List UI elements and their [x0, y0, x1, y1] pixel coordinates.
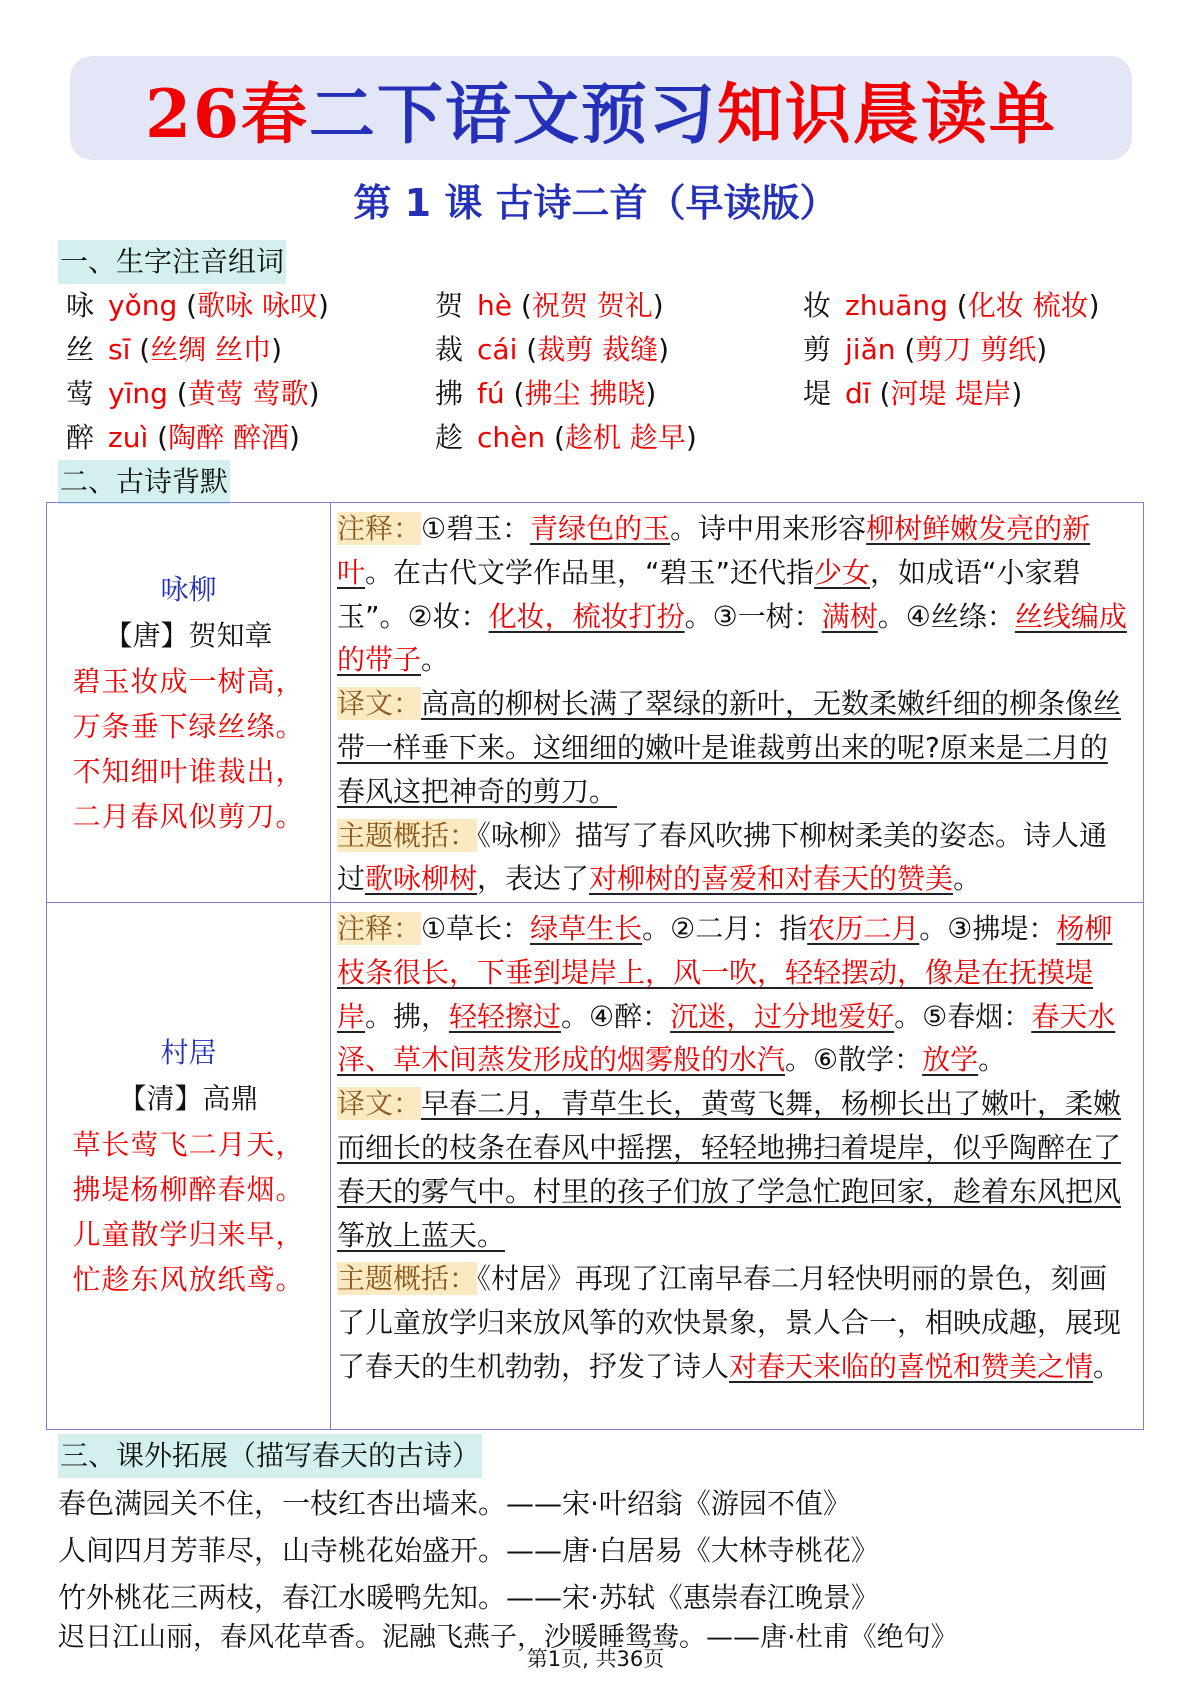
notes-block: 注释：①草长：绿草生长。②二月：指农历二月。③拂堤：杨柳枝条很长，下垂到堤岸上，风一吹，轻轻摆动，像是在抚摸堤岸。拂，轻轻擦过。④醉：沉迷，过分地爱好。⑤春烟：春天水泽、草木间蒸发形成的烟雾般的水汽。⑥散学：放学。: [337, 912, 1116, 1077]
notes-block: 注释：①碧玉：青绿色的玉。诗中用来形容柳树鲜嫩发亮的新叶。在古代文学作品里，“碧玉”还代指少女，如成语“小家碧玉”。②妆：化妆，梳妆打扮。③一树：满树。④丝绦：丝线编成的带子。: [337, 512, 1127, 677]
title-subject: 二下语文预习: [308, 74, 717, 153]
translation-block: [337, 682, 1135, 813]
vocab-item: 醉 zuì (陶醉 醉酒): [66, 421, 300, 454]
poem-title: 村居: [160, 1036, 217, 1069]
translation-text: 早春二月，青草生长，黄莺飞舞，杨柳长出了嫩叶，柔嫩而细长的枝条在春风中摇摆，轻轻地拂扫着堤岸，似乎陶醉在了春天的雾气中。村里的孩子们放了学急忙跑回家，趁着东风把风筝放上蓝天。: [337, 1087, 1122, 1252]
poem-line: 草长莺飞二月天，: [72, 1128, 305, 1161]
vocab-words: 陶醉 醉酒: [168, 421, 289, 454]
theme-label: 主题概括：: [337, 1262, 478, 1296]
vocab-pinyin: hè: [477, 289, 512, 322]
section-heading-extension: 三、课外拓展（描写春天的古诗）: [58, 1434, 482, 1478]
vocab-char: 趁: [435, 421, 464, 454]
title-year: 26春: [145, 74, 309, 153]
vocab-pinyin: cái: [477, 333, 518, 366]
notes-label: 注释：: [337, 912, 422, 945]
translation-text: 高高的柳树长满了翠绿的新叶，无数柔嫩纤细的柳条像丝带一样垂下来。这细细的嫩叶是谁裁剪出来的呢?原来是二月的春风这把神奇的剪刀。: [337, 687, 1122, 808]
vocab-pinyin: fú: [477, 377, 505, 410]
poem-line: 儿童散学归来早，: [72, 1218, 305, 1251]
vocab-words: 祝贺 贺礼: [531, 289, 653, 322]
poem-line: 不知细叶谁裁出，: [72, 754, 305, 788]
vocab-words: 河堤 堤岸: [890, 377, 1012, 410]
vocab-item: 贺 hè (祝贺 贺礼): [435, 289, 664, 322]
vocab-words: 裁剪 裁缝: [537, 333, 659, 366]
poem-text-cell: [47, 503, 331, 902]
theme-block: 主题概括：《咏柳》描写了春风吹拂下柳树柔美的姿态。诗人通过歌咏柳树，表达了对柳树的喜爱和对春天的赞美。: [337, 818, 1108, 896]
key-phrase: 青绿色的玉: [530, 512, 671, 545]
vocab-char: 莺: [66, 377, 95, 410]
extension-poem-line: 迟日江山丽，春风花草香。泥融飞燕子，沙暖睡鸳鸯。——唐·杜甫《绝句》: [58, 1622, 958, 1653]
vocab-char: 剪: [803, 333, 832, 366]
key-phrase: 对春天来临的喜悦和赞美之情: [729, 1349, 1094, 1383]
page-indicator: 第1页, 共36页: [526, 1647, 665, 1671]
vocab-words: 趁机 趁早: [564, 421, 686, 454]
poem-line: 万条垂下绿丝绦。: [72, 709, 305, 743]
poem-title: 咏柳: [160, 572, 217, 606]
notes-label: 注释：: [337, 512, 422, 545]
poem-text-cell: [47, 903, 331, 1429]
vocab-item: 剪 jiǎn (剪刀 剪纸): [803, 333, 1048, 366]
poem-analysis-cell: [337, 907, 1135, 1389]
vocab-item: 咏 yǒng (歌咏 咏叹): [66, 289, 329, 322]
poem-line: 二月春风似剪刀。: [72, 799, 305, 833]
key-phrase: 歌咏柳树: [365, 862, 478, 896]
key-phrase: 杨柳枝条很长，下垂到堤岸上，风一吹，轻轻摆动，像是在抚摸堤岸: [337, 912, 1113, 1033]
key-phrase: 农历二月: [807, 912, 920, 945]
vocab-char: 堤: [803, 377, 832, 410]
key-phrase: 绿草生长: [530, 912, 643, 945]
key-phrase: 对柳树的喜爱和对春天的赞美: [589, 862, 954, 896]
extension-poem-line: 春色满园关不住，一枝红杏出墙来。——宋·叶绍翁《游园不值》: [58, 1487, 851, 1520]
vocab-words: 黄莺 莺歌: [187, 377, 309, 410]
poem-author: 【清】高鼎: [118, 1082, 259, 1115]
vocab-char: 裁: [435, 333, 464, 366]
poem-analysis-cell: [337, 507, 1135, 901]
key-phrase: 轻轻擦过: [449, 999, 562, 1033]
vocab-item: 莺 yīng (黄莺 莺歌): [66, 377, 320, 410]
poem-author: 【唐】贺知章: [104, 618, 273, 652]
key-phrase: 化妆，梳妆打扮: [488, 599, 685, 633]
key-phrase: 沉迷，过分地爱好: [670, 999, 895, 1033]
vocab-char: 醉: [66, 421, 95, 454]
vocab-words: 歌咏 咏叹: [197, 289, 318, 322]
vocab-words: 拂尘 拂晓: [524, 377, 646, 410]
key-phrase: 春天水泽、草木间蒸发形成的烟雾般的水汽: [337, 999, 1116, 1077]
section-heading-poems: 二、古诗背默: [58, 460, 230, 504]
key-phrase: 柳树鲜嫩发亮的新叶: [337, 512, 1091, 589]
title-banner: [70, 56, 1132, 160]
vocab-char: 丝: [66, 333, 95, 366]
key-phrase: 少女: [814, 555, 871, 589]
vocab-item: 妆 zhuāng (化妆 梳妆): [803, 289, 1100, 322]
vocab-pinyin: yǒng: [108, 289, 178, 322]
vocab-words: 剪刀 剪纸: [915, 333, 1037, 366]
vocab-pinyin: chèn: [477, 421, 546, 454]
vocab-item: 拂 fú (拂尘 拂晓): [435, 377, 657, 410]
poem-line: 碧玉妆成一树高，: [72, 664, 305, 698]
vocab-item: 堤 dī (河堤 堤岸): [803, 377, 1023, 410]
vocab-item: 丝 sī (丝绸 丝巾): [66, 333, 283, 366]
extension-poem-line: 竹外桃花三两枝，春江水暖鸭先知。——宋·苏轼《惠崇春江晚景》: [58, 1581, 879, 1614]
vocab-item: 趁 chèn (趁机 趁早): [435, 421, 697, 454]
translation-label: 译文：: [337, 687, 422, 721]
key-phrase: 放学: [922, 1043, 979, 1077]
vocab-item: 裁 cái (裁剪 裁缝): [435, 333, 670, 366]
poem-row-cunju: [47, 903, 1143, 1429]
vocab-pinyin: sī: [108, 333, 131, 366]
vocab-pinyin: dī: [845, 377, 871, 410]
vocab-char: 妆: [803, 289, 832, 322]
translation-block: [337, 1082, 1135, 1257]
key-phrase: 满树: [821, 599, 878, 633]
vocab-char: 贺: [435, 289, 464, 322]
theme-label: 主题概括：: [337, 818, 478, 852]
vocab-words: 化妆 梳妆: [967, 289, 1089, 322]
vocab-pinyin: yīng: [108, 377, 168, 410]
vocab-pinyin: jiǎn: [845, 333, 896, 366]
poem-line: 忙趁东风放纸鸢。: [72, 1263, 305, 1296]
lesson-subtitle: 第 1 课 古诗二首（早读版）: [353, 181, 838, 225]
section-heading-vocab: 一、生字注音组词: [58, 240, 286, 284]
key-phrase: 丝线编成的带子: [337, 599, 1127, 677]
vocab-pinyin: zhuāng: [845, 289, 948, 322]
theme-block: 主题概括：《村居》再现了江南早春二月轻快明丽的景色，刻画了儿童放学归来放风筝的欢快景象，景人合一，相映成趣，展现了春天的生机勃勃，抒发了诗人对春天来临的喜悦和赞美之情。: [337, 1262, 1122, 1383]
vocab-pinyin: zuì: [108, 421, 149, 454]
translation-label: 译文：: [337, 1087, 422, 1121]
vocab-words: 丝绸 丝巾: [150, 333, 272, 366]
vocab-char: 拂: [435, 377, 464, 410]
extension-poem-line: 人间四月芳菲尽，山寺桃花始盛开。——唐·白居易《大林寺桃花》: [58, 1534, 879, 1567]
poem-line: 拂堤杨柳醉春烟。: [72, 1173, 305, 1206]
poem-row-yongliu: [47, 503, 1143, 903]
vocab-char: 咏: [66, 289, 95, 322]
title-type: 知识晨读单: [716, 74, 1057, 153]
poem-table: [46, 502, 1144, 1430]
